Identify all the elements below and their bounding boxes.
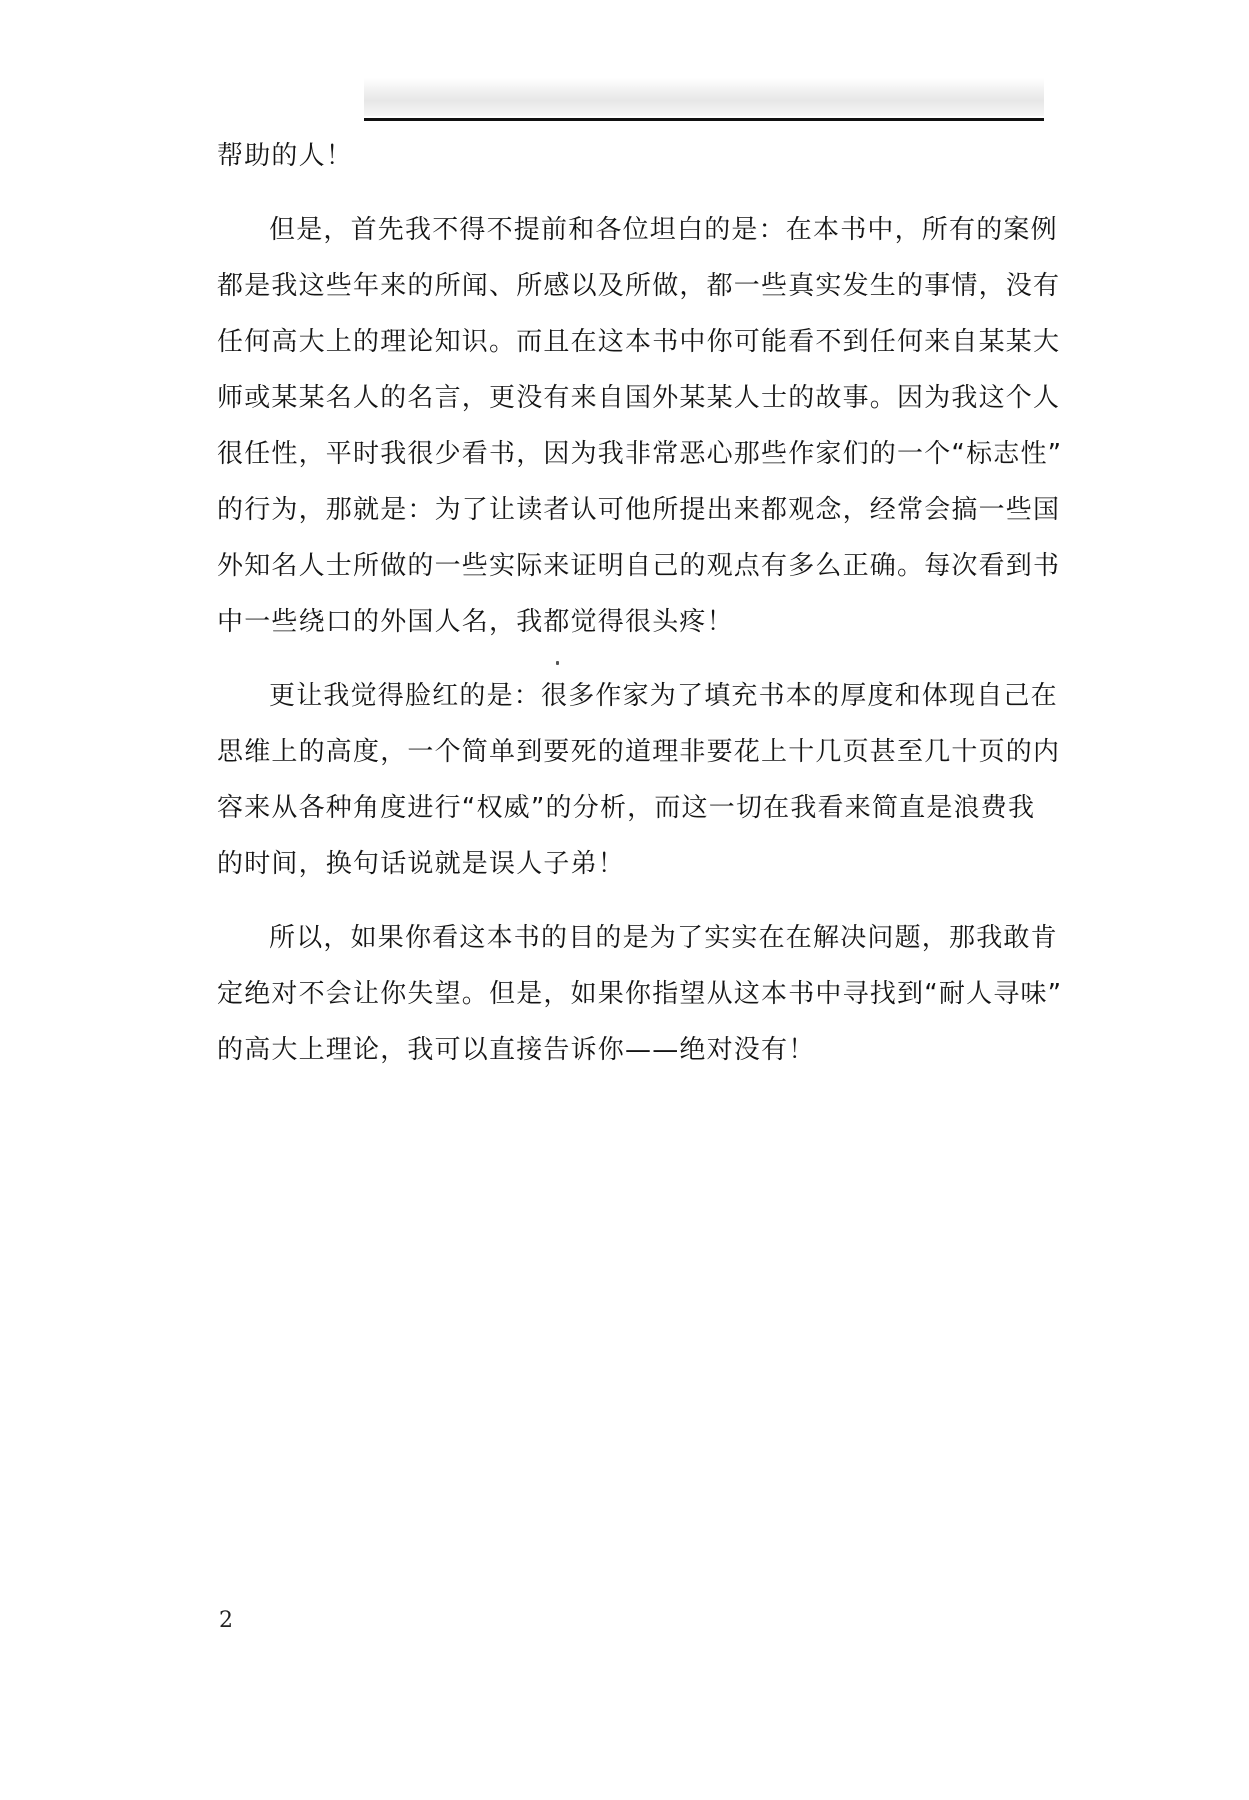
paragraph-2 <box>217 202 1063 650</box>
text-line: 更让我觉得脸红的是：很多作家为了填充书本的厚度和体现自己在 <box>269 681 1058 711</box>
page-body <box>217 128 1063 1078</box>
text-line: 的行为，那就是：为了让读者认可他所提出来都观念，经常会搞一些国 <box>217 495 1061 525</box>
text-line: 的高大上理论，我可以直接告诉你——绝对没有！ <box>217 1035 816 1065</box>
text-line: 帮助的人！ <box>217 141 354 171</box>
paragraph-1 <box>217 128 1047 184</box>
text-line: 思维上的高度，一个简单到要死的道理非要花上十几页甚至几十页的内 <box>217 737 1061 767</box>
text-line: 很任性，平时我很少看书，因为我非常恶心那些作家们的一个“标志性” <box>217 439 1063 469</box>
text-line: 容来从各种角度进行“权威”的分析，而这一切在我看来简直是浪费我 <box>217 793 1036 823</box>
text-line: 定绝对不会让你失望。但是，如果你指望从这本书中寻找到“耐人寻味” <box>217 979 1063 1009</box>
header-rule <box>364 118 1044 121</box>
text-line: 但是，首先我不得不提前和各位坦白的是：在本书中，所有的案例 <box>269 215 1058 245</box>
text-line: 外知名人士所做的一些实际来证明自己的观点有多么正确。每次看到书 <box>217 551 1061 581</box>
scan-speck <box>556 661 559 665</box>
paragraph-3 <box>217 668 1061 892</box>
text-line: 所以，如果你看这本书的目的是为了实实在在解决问题，那我敢肯 <box>269 923 1058 953</box>
paragraph-4 <box>217 910 1063 1078</box>
page-number: 2 <box>219 1608 233 1633</box>
text-line: 的时间，换句话说就是误人子弟！ <box>217 849 626 879</box>
text-line: 师或某某名人的名言，更没有来自国外某某人士的故事。因为我这个人 <box>217 383 1061 413</box>
text-line: 任何高大上的理论知识。而且在这本书中你可能看不到任何来自某某大 <box>217 327 1061 357</box>
text-line: 中一些绕口的外国人名，我都觉得很头疼！ <box>217 607 734 637</box>
text-line: 都是我这些年来的所闻、所感以及所做，都一些真实发生的事情，没有 <box>217 271 1061 301</box>
running-header-band <box>364 78 1044 116</box>
